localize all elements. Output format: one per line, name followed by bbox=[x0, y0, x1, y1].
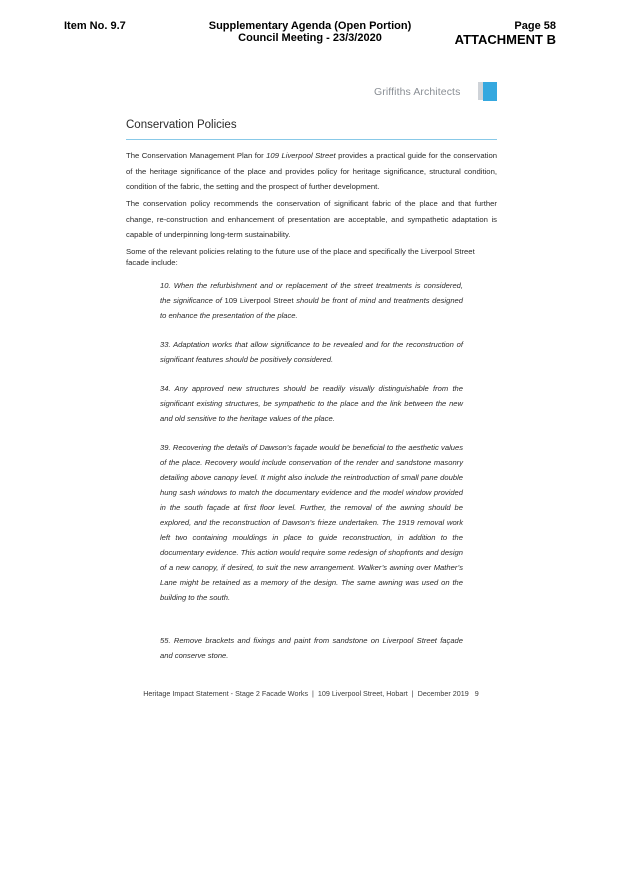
policy-34: 34. Any approved new structures should be readily visually distinguishable from the significant existing structures, be sympathetic to the place and the link between the new and old sensitive to the heritage values of the place. bbox=[160, 384, 463, 423]
section-title: Conservation Policies bbox=[126, 119, 237, 131]
meeting-date: Council Meeting - 23/3/2020 bbox=[238, 32, 382, 44]
title-divider bbox=[126, 139, 497, 140]
policy-55: 55. Remove brackets and fixings and paint from sandstone on Liverpool Street façade and conserve stone. bbox=[160, 636, 463, 660]
agenda-title: Supplementary Agenda (Open Portion) bbox=[208, 20, 412, 32]
footer-page-number: 9 bbox=[474, 689, 479, 698]
policy-33: 33. Adaptation works that allow significance to be revealed and for the reconstruction of significant features should be positively considered. bbox=[160, 340, 463, 364]
page-footer bbox=[0, 689, 622, 698]
agenda-heading bbox=[190, 20, 430, 44]
intro-paragraph-3: Some of the relevant policies relating to the future use of the place and specifically the Liverpool Street facade include: bbox=[126, 247, 475, 267]
policy-39: 39. Recovering the details of Dawson’s façade would be beneficial to the aesthetic values of the place. Recovery would include conservation of the render and sandstone masonry detailing above canopy level. It might also include the reintroduction of small pane double hung sash windows to match the documentary evidence and the model window provided in the south façade at first floor level. Further, the removal of the awning should be explored, and the reconstruction of Dawson’s frieze undertaken. The 1919 removal work left two containing mouldings in place to guide reconstruction, in addition to the documentary evidence. This action would require some redesign of shopfronts and design of a new canopy, if desired, to suit the new arrangement. Walker’s awning over Mather’s Lane might be retained as a memory of the design. The same awning was used on the building to the south. bbox=[160, 443, 463, 602]
footer-text: Heritage Impact Statement - Stage 2 Facade Works | 109 Liverpool Street, Hobart | December 2019 bbox=[143, 689, 469, 698]
attachment-label: ATTACHMENT B bbox=[454, 32, 556, 47]
plan-title: 109 Liverpool Street bbox=[266, 151, 336, 160]
item-number: Item No. 9.7 bbox=[64, 20, 126, 32]
architect-logo-text: Griffiths Architects bbox=[374, 86, 461, 98]
intro-paragraph-1: The Conservation Management Plan for 109 Liverpool Street provides a practical guide for the conservation of the heritage significance of the place and provides policy for heritage significance, structural condition, condition of the fabric, the setting and the prospect of further development. bbox=[126, 151, 498, 191]
intro-paragraph-2: The conservation policy recommends the conservation of significant fabric of the place and that further change, re-construction and enhancement of presentation are acceptable, and sympathetic adaptation is capable of underpinning long-term sustainability. bbox=[126, 199, 497, 239]
policy-10: 10. When the refurbishment and or replacement of the street treatments is considered, the significance of 109 Liverpool Street should be front of mind and treatments designed to enhance the presentation of the place. bbox=[160, 281, 463, 320]
page-number: Page 58 bbox=[514, 20, 556, 32]
griffiths-logo-icon bbox=[478, 82, 498, 102]
